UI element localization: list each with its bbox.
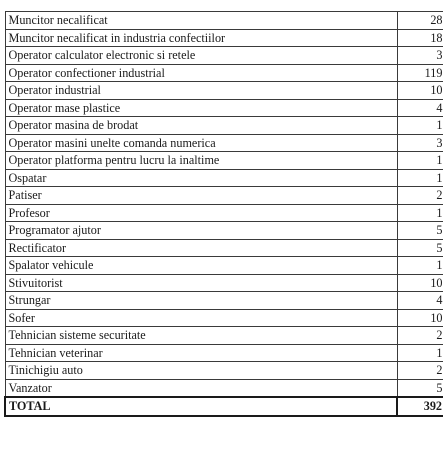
occupation-count: 3: [397, 47, 443, 65]
occupation-count: 2: [397, 362, 443, 380]
total-label: TOTAL: [5, 397, 397, 416]
table-row: [5, 222, 443, 240]
occupation-count: 1: [397, 344, 443, 362]
total-row: [5, 397, 443, 416]
occupation-count: 10: [397, 309, 443, 327]
table-row: [5, 204, 443, 222]
table-row: [5, 47, 443, 65]
occupation-table-body: [5, 12, 443, 416]
occupation-count: 5: [397, 222, 443, 240]
occupation-name: Operator platforma pentru lucru la inaltime: [5, 152, 397, 170]
occupation-table: [4, 11, 443, 417]
occupation-count: 4: [397, 99, 443, 117]
occupation-name: Tehnician veterinar: [5, 344, 397, 362]
occupation-name: Stivuitorist: [5, 274, 397, 292]
occupation-name: Spalator vehicule: [5, 257, 397, 275]
occupation-count: 1: [397, 117, 443, 135]
occupation-count: 119: [397, 64, 443, 82]
occupation-name: Rectificator: [5, 239, 397, 257]
occupation-count: 4: [397, 292, 443, 310]
occupation-name: Tinichigiu auto: [5, 362, 397, 380]
table-row: [5, 29, 443, 47]
occupation-name: Patiser: [5, 187, 397, 205]
table-row: [5, 187, 443, 205]
occupation-name: Operator industrial: [5, 82, 397, 100]
occupation-name: Ospatar: [5, 169, 397, 187]
table-row: [5, 362, 443, 380]
occupation-count: 1: [397, 257, 443, 275]
occupation-count: 1: [397, 204, 443, 222]
occupation-name: Muncitor necalificat: [5, 12, 397, 30]
table-row: [5, 257, 443, 275]
occupation-name: Sofer: [5, 309, 397, 327]
occupation-count: 2: [397, 327, 443, 345]
occupation-count: 3: [397, 134, 443, 152]
occupation-name: Muncitor necalificat in industria confectiilor: [5, 29, 397, 47]
occupation-count: 10: [397, 82, 443, 100]
occupation-name: Profesor: [5, 204, 397, 222]
occupation-name: Operator confectioner industrial: [5, 64, 397, 82]
occupation-count: 10: [397, 274, 443, 292]
occupation-count: 18: [397, 29, 443, 47]
occupation-name: Tehnician sisteme securitate: [5, 327, 397, 345]
table-row: [5, 309, 443, 327]
table-row: [5, 239, 443, 257]
occupation-count: 5: [397, 239, 443, 257]
total-count: 392: [397, 397, 443, 416]
occupation-count: 1: [397, 169, 443, 187]
occupation-name: Programator ajutor: [5, 222, 397, 240]
table-row: [5, 152, 443, 170]
table-row: [5, 327, 443, 345]
table-row: [5, 64, 443, 82]
occupation-table-container: [4, 11, 443, 417]
occupation-name: Operator masina de brodat: [5, 117, 397, 135]
table-row: [5, 169, 443, 187]
occupation-count: 5: [397, 379, 443, 397]
occupation-count: 1: [397, 152, 443, 170]
occupation-count: 2: [397, 187, 443, 205]
table-row: [5, 82, 443, 100]
table-row: [5, 379, 443, 397]
table-row: [5, 99, 443, 117]
occupation-name: Strungar: [5, 292, 397, 310]
table-row: [5, 117, 443, 135]
table-row: [5, 274, 443, 292]
table-row: [5, 292, 443, 310]
occupation-name: Operator masini unelte comanda numerica: [5, 134, 397, 152]
table-row: [5, 344, 443, 362]
occupation-name: Operator calculator electronic si retele: [5, 47, 397, 65]
table-row: [5, 134, 443, 152]
occupation-name: Vanzator: [5, 379, 397, 397]
occupation-count: 28: [397, 12, 443, 30]
table-row: [5, 12, 443, 30]
occupation-name: Operator mase plastice: [5, 99, 397, 117]
